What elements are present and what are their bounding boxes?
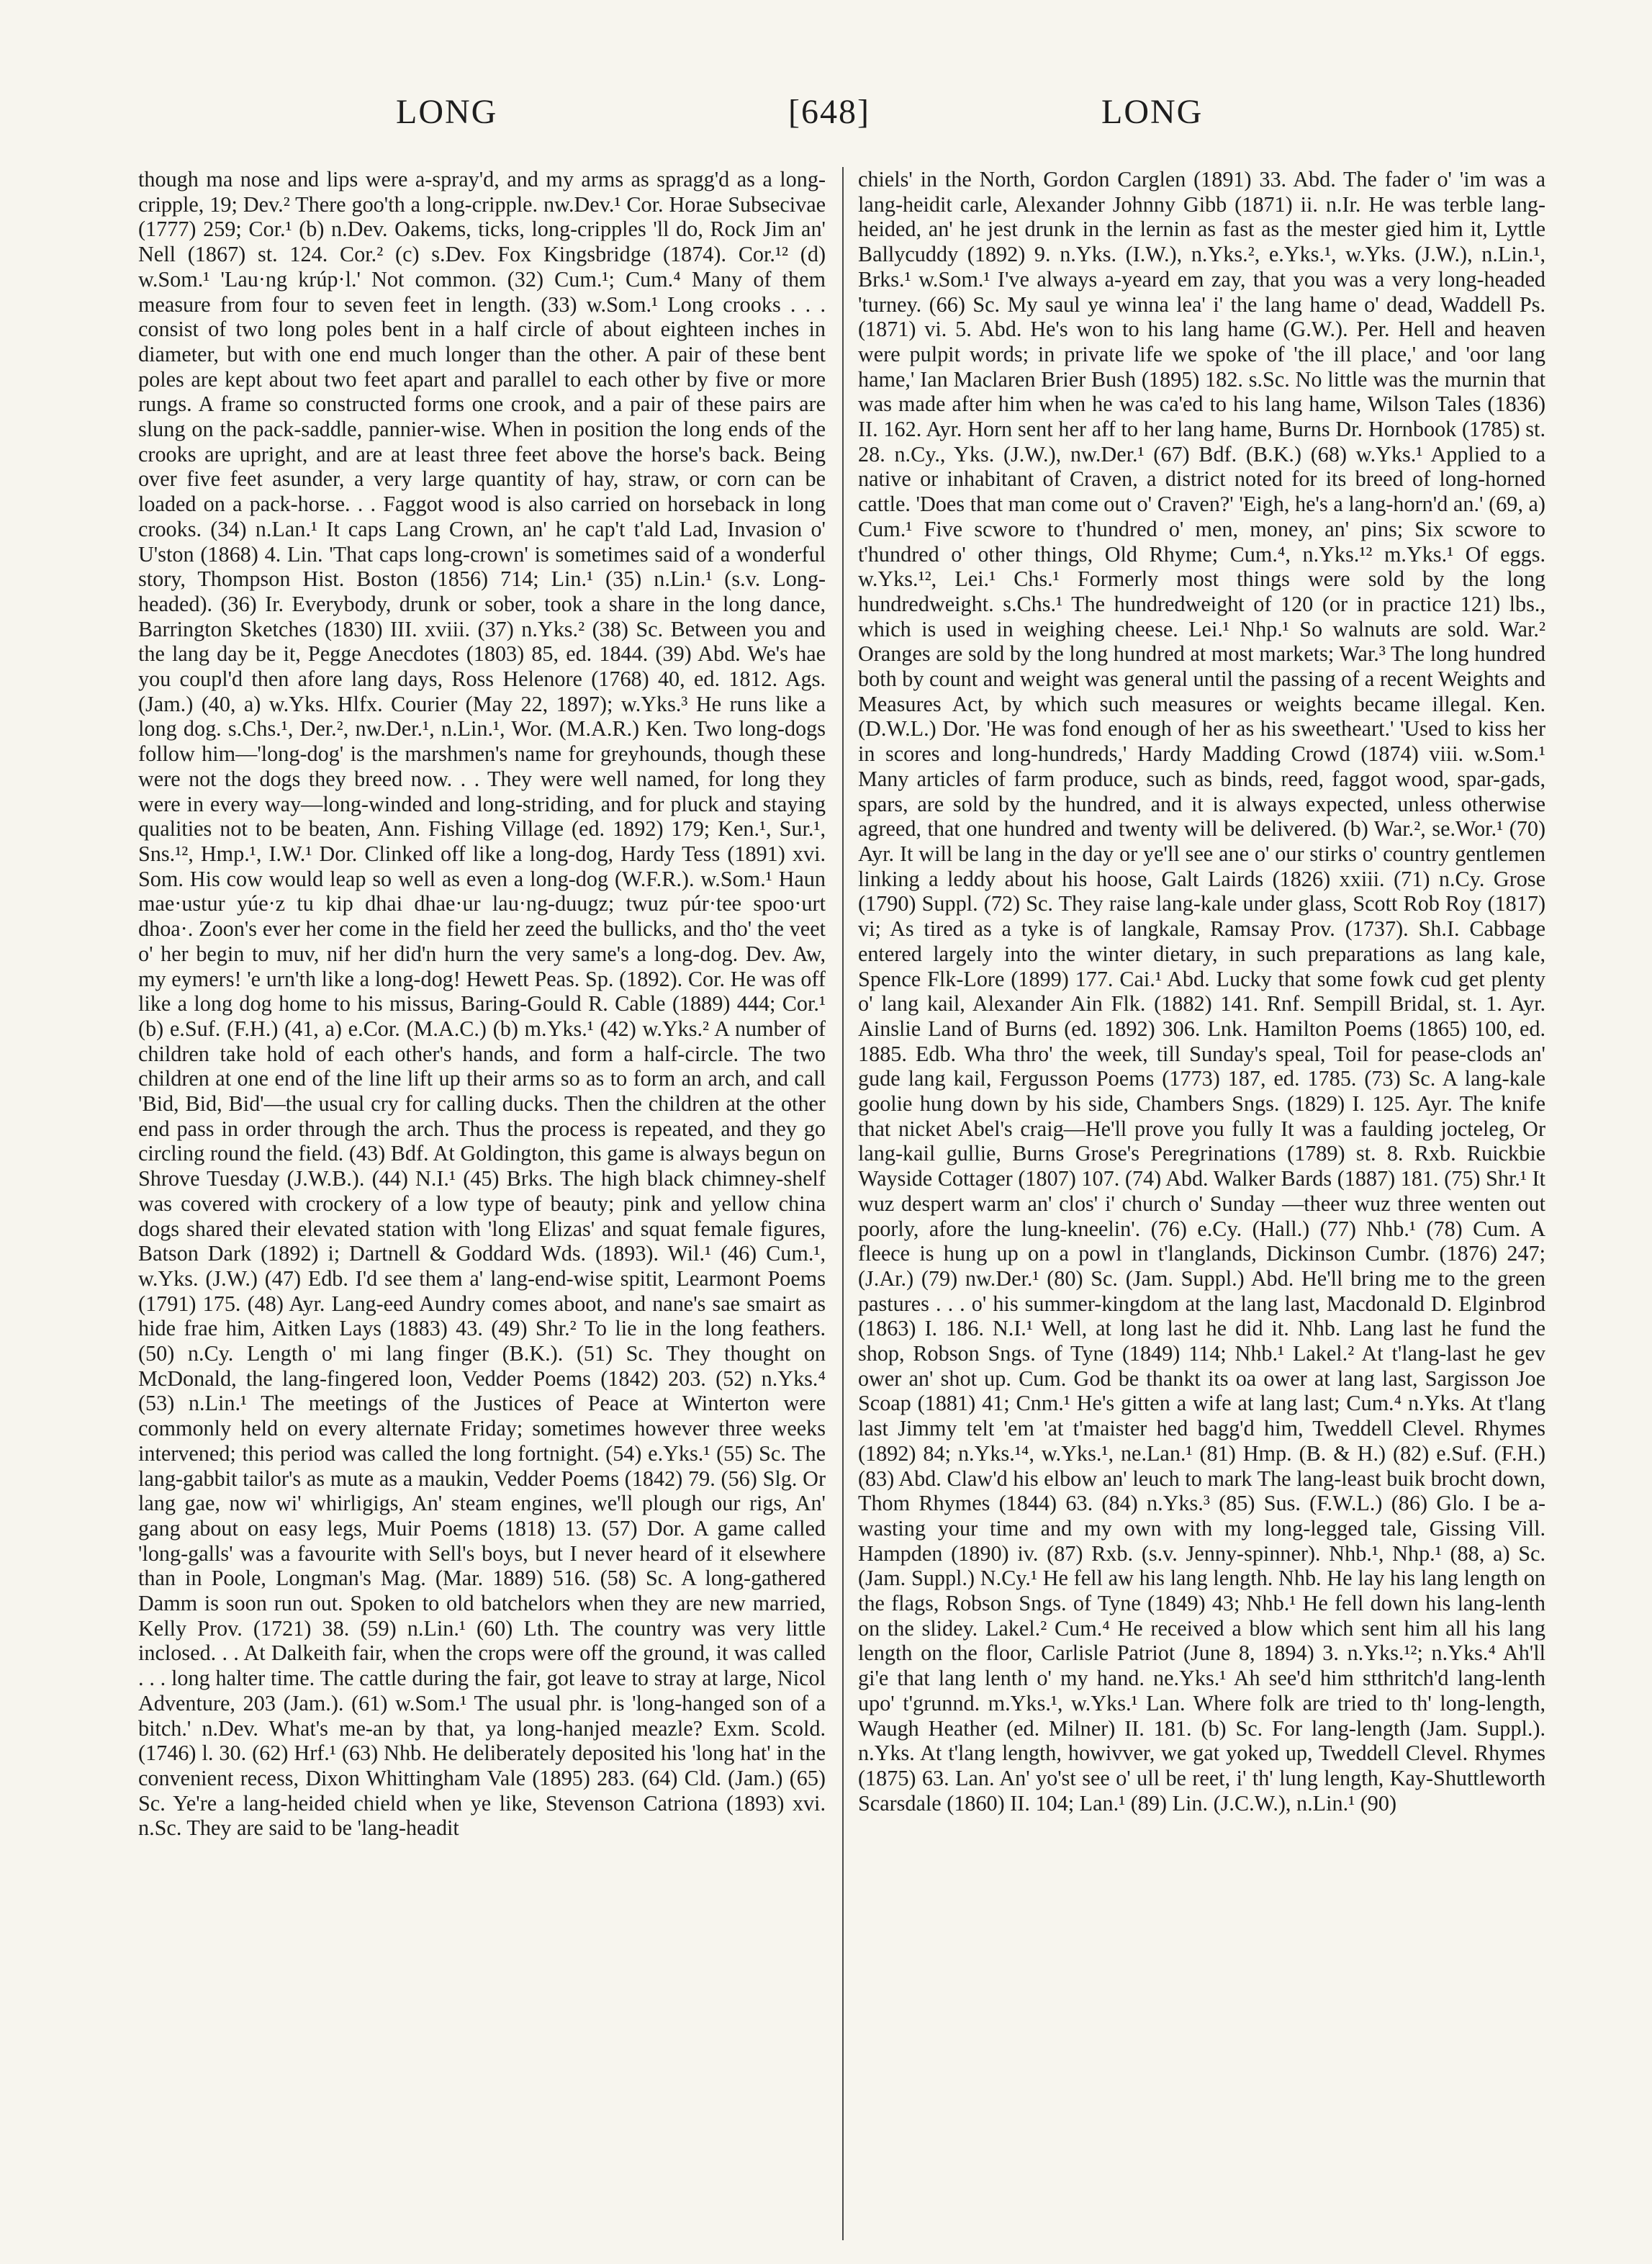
running-head-left: LONG — [396, 93, 498, 131]
running-head-right: LONG — [1101, 93, 1204, 131]
right-column-text: chiels' in the North, Gordon Carglen (1891) 33. Abd. The fader o' 'im was a lang-heidit carle, Alexander Johnny Gibb (1871) ii. n.Ir. He was terble lang-heided, an' he jest drunk in the lernin as fast as the mester gied him it, Lyttle Ballycuddy (1892) 9. n.Yks. (I.W.), n.Yks.², e.Yks.¹, w.Yks. (J.W.), n.Lin.¹, Brks.¹ w.Som.¹ I've always a-yeard em zay, that you was a very long-headed 'turney. (66) Sc. My saul ye winna lea' i' the lang hame o' dead, Waddell Ps. (1871) vi. 5. Abd. He's won to his lang hame (G.W.). Per. Hell and heaven were pulpit words; in private life we spoke of 'the ill place,' and 'oor lang hame,' Ian Maclaren Brier Bush (1895) 182. s.Sc. No little was the murnin that was made after him when he was ca'ed to his lang hame, Wilson Tales (1836) II. 162. Ayr. Horn sent her aff to her lang hame, Burns Dr. Hornbook (1785) st. 28. n.Cy., Yks. (J.W.), nw.Der.¹ (67) Bdf. (B.K.) (68) w.Yks.¹ Applied to a native or inhabitant of Craven, a district noted for its breed of long-horned cattle. 'Does that man come out o' Craven?' 'Eigh, he's a lang-horn'd an.' (69, a) Cum.¹ Five scwore to t'hundred o' men, money, an' pins; Six scwore to t'hundred o' other things, Old Rhyme; Cum.⁴, n.Yks.¹² m.Yks.¹ Of eggs. w.Yks.¹², Lei.¹ Chs.¹ Formerly most things were sold by the long hundredweight. s.Chs.¹ The hundredweight of 120 (or in practice 121) lbs., which is used in weighing cheese. Lei.¹ Nhp.¹ So walnuts are sold. War.² Oranges are sold by the long hundred at most markets; War.³ The long hundred both by count and weight was general until the passing of a recent Weights and Measures Act, by which such measures or weights became illegal. Ken. (D.W.L.) Dor. 'He was fond enough of her as his sweetheart.' 'Used to kiss her in scores and long-hundreds,' Hardy Madding Crowd (1874) viii. w.Som.¹ Many articles of farm produce, such as binds, reed, faggot wood, spar-gads, spars, are sold by the hundred, and it is always expected, unless otherwise agreed, that one hundred and twenty will be delivered. (b) War.², se.Wor.¹ (70) Ayr. It will be lang in the day or ye'll see ane o' our stirks o' country gentlemen linking a leddy about his hoose, Galt Lairds (1826) xxiii. (71) n.Cy. Grose (1790) Suppl. (72) Sc. They raise lang-kale under glass, Scott Rob Roy (1817) vi; As tired as a tyke is of langkale, Ramsay Prov. (1737). Sh.I. Cabbage entered largely into the winter dietary, in such preparations as lang kale, Spence Flk-Lore (1899) 177. Cai.¹ Abd. Lucky that some fowk cud get plenty o' lang kail, Alexander Ain Flk. (1882) 141. Rnf. Sempill Bridal, st. 1. Ayr. Ainslie Land of Burns (ed. 1892) 306. Lnk. Hamilton Poems (1865) 100, ed. 1885. Edb. Wha thro' the week, till Sunday's speal, Toil for pease-clods an' gude lang kail, Fergusson Poems (1773) 187, ed. 1785. (73) Sc. A lang-kale goolie hung down by his side, Chambers Sngs. (1829) I. 125. Ayr. The knife that nicket Abel's craig—He'll prove you fully It was a faulding jocteleg, Or lang-kail gullie, Burns Grose's Peregrinations (1789) st. 8. Rxb. Ruickbie Wayside Cottager (1807) 107. (74) Abd. Walker Bards (1887) 181. (75) Shr.¹ It wuz despert warm an' clos' i' church o' Sunday —theer wuz three wenten out poorly, afore the lung-kneelin'. (76) e.Cy. (Hall.) (77) Nhb.¹ (78) Cum. A fleece is hung up on a powl in t'langlands, Dickinson Cumbr. (1876) 247; (J.Ar.) (79) nw.Der.¹ (80) Sc. (Jam. Suppl.) Abd. He'll bring me to the green pastures . . . o' his summer-kingdom at the lang last, Macdonald D. Elginbrod (1863) I. 186. N.I.¹ Well, at long last he did it. Nhb. Lang last he fund the shop, Robson Sngs. of Tyne (1849) 114; Nhb.¹ Lakel.² At t'lang-last he gev ower an' shot up. Cum. God be thankt its oa ower at lang last, Sargisson Joe Scoap (1881) 41; Cnm.¹ He's gitten a wife at lang last; Cum.⁴ n.Yks. At t'lang last Jimmy telt 'em 'at t'maister hed bagg'd him, Tweddell Clevel. Rhymes (1892) 84; n.Yks.¹⁴, w.Yks.¹, ne.Lan.¹ (81) Hmp. (B. & H.) (82) e.Suf. (F.H.) (83) Abd. Claw'd his elbow an' leuch to mark The lang-least buik brocht down, Thom Rhymes (1844) 63. (84) n.Yks.³ (85) Sus. (F.W.L.) (86) Glo. I be a-wasting your time and my own with my long-legged tale, Gissing Vill. Hampden (1890) iv. (87) Rxb. (s.v. Jenny-spinner). Nhb.¹, Nhp.¹ (88, a) Sc. (Jam. Suppl.) N.Cy.¹ He fell aw his lang length. Nhb. He lay his lang length on the flags, Robson Sngs. of Tyne (1849) 43; Nhb.¹ He fell down his lang-lenth on the slidey. Lakel.² Cum.⁴ He received a blow which sent him all his lang length on the floor, Carlisle Patriot (June 8, 1894) 3. n.Yks.¹²; n.Yks.⁴ Ah'll gi'e that lang lenth o' my hand. ne.Yks.¹ Ah see'd him stthritch'd lang-lenth upo' t'grunnd. m.Yks.¹, w.Yks.¹ Lan. Where folk are tried to th' long-length, Waugh Heather (ed. Milner) II. 181. (b) Sc. For lang-length (Jam. Suppl.). n.Yks. At t'lang length, howivver, we gat yoked up, Tweddell Clevel. Rhymes (1875) 63. Lan. An' yo'st see o' ull be reet, i' th' lung length, Kay-Shuttleworth Scarsdale (1860) II. 104; Lan.¹ (89) Lin. (J.C.W.), n.Lin.¹ (90) — [858, 167, 1545, 1816]
column-divider — [842, 167, 844, 2240]
page-header — [137, 92, 1540, 143]
left-column-text: though ma nose and lips were a-spray'd, and my arms as spragg'd as a long-cripple, 19; Dev.² There goo'th a long-cripple. nw.Dev.¹ Cor. Horae Subsecivae (1777) 259; Cor.¹ (b) n.Dev. Oakems, ticks, long-cripples 'll do, Rock Jim an' Nell (1867) st. 124. Cor.² (c) s.Dev. Fox Kingsbridge (1874). Cor.¹² (d) w.Som.¹ 'Lau·ng krúp·l.' Not common. (32) Cum.¹; Cum.⁴ Many of them measure from four to seven feet in length. (33) w.Som.¹ Long crooks . . . consist of two long poles bent in a half circle of about eighteen inches in diameter, but with one end much longer than the other. A pair of these bent poles are kept about two feet apart and parallel to each other by five or more rungs. A frame so constructed forms one crook, and a pair of these pairs are slung on the pack-saddle, pannier-wise. When in position the long ends of the crooks are upright, and are at least three feet above the horse's back. Being over five feet asunder, a very large quantity of hay, straw, or corn can be loaded on a pack-horse. . . Faggot wood is also carried on horseback in long crooks. (34) n.Lan.¹ It caps Lang Crown, an' he cap't t'ald Lad, Invasion o' U'ston (1868) 4. Lin. 'That caps long-crown' is sometimes said of a wonderful story, Thompson Hist. Boston (1856) 714; Lin.¹ (35) n.Lin.¹ (s.v. Long-headed). (36) Ir. Everybody, drunk or sober, took a share in the long dance, Barrington Sketches (1830) III. xviii. (37) n.Yks.² (38) Sc. Between you and the lang day be it, Pegge Anecdotes (1803) 85, ed. 1844. (39) Abd. We's hae you coupl'd then afore lang days, Ross Helenore (1768) 40, ed. 1812. Ags. (Jam.) (40, a) w.Yks. Hlfx. Courier (May 22, 1897); w.Yks.³ He runs like a long dog. s.Chs.¹, Der.², nw.Der.¹, n.Lin.¹, Wor. (M.A.R.) Ken. Two long-dogs follow him—'long-dog' is the marshmen's name for greyhounds, though these were not the dogs they breed now. . . They were well named, for long they were in every way—long-winded and long-striding, and for pluck and staying qualities not to be beaten, Ann. Fishing Village (ed. 1892) 179; Ken.¹, Sur.¹, Sns.¹², Hmp.¹, I.W.¹ Dor. Clinked off like a long-dog, Hardy Tess (1891) xvi. Som. His cow would leap so well as even a long-dog (W.F.R.). w.Som.¹ Haun mae·ustur yúe·z tu kip dhai dhae·ur lau·ng-duugz; twuz púr·tee spoo·urt dhoa·. Zoon's ever her come in the field her zeed the bullicks, and tho' the veet o' her begin to muv, nif her did'n hurn the very same's a long-dog. Dev. Aw, my eymers! 'e urn'th like a long-dog! Hewett Peas. Sp. (1892). Cor. He was off like a long dog home to his missus, Baring-Gould R. Cable (1889) 444; Cor.¹ (b) e.Suf. (F.H.) (41, a) e.Cor. (M.A.C.) (b) m.Yks.¹ (42) w.Yks.² A number of children take hold of each other's hands, and form a half-circle. The two children at one end of the line lift up their arms so as to form an arch, and call 'Bid, Bid, Bid'—the usual cry for calling ducks. Then the children at the other end pass in order through the arch. Thus the process is repeated, and they go circling round the field. (43) Bdf. At Goldington, this game is always begun on Shrove Tuesday (J.W.B.). (44) N.I.¹ (45) Brks. The high black chimney-shelf was covered with crockery of a low type of beauty; pink and yellow china dogs shared their elevated station with 'long Elizas' and squat female figures, Batson Dark (1892) i; Dartnell & Goddard Wds. (1893). Wil.¹ (46) Cum.¹, w.Yks. (J.W.) (47) Edb. I'd see them a' lang-end-wise spitit, Learmont Poems (1791) 175. (48) Ayr. Lang-eed Aundry comes aboot, and nane's sae smairt as hide frae him, Aitken Lays (1883) 43. (49) Shr.² To lie in the long feathers. (50) n.Cy. Length o' mi lang finger (B.K.). (51) Sc. They thought on McDonald, the lang-fingered loon, Vedder Poems (1842) 203. (52) n.Yks.⁴ (53) n.Lin.¹ The meetings of the Justices of Peace at Winterton were commonly held on every alternate Friday; sometimes however three weeks intervened; this period was called the long fortnight. (54) e.Yks.¹ (55) Sc. The lang-gabbit tailor's as mute as a maukin, Vedder Poems (1842) 79. (56) Slg. Or lang gae, now wi' whirligigs, An' steam engines, we'll plough our rigs, An' gang about on easy legs, Muir Poems (1818) 13. (57) Dor. A game called 'long-galls' was a favourite with Sell's boys, but I never heard of it elsewhere than in Poole, Longman's Mag. (Mar. 1889) 516. (58) Sc. A long-gathered Damm is soon run out. Spoken to old batchelors when they are new married, Kelly Prov. (1721) 38. (59) n.Lin.¹ (60) Lth. The country was very little inclosed. . . At Dalkeith fair, when the crops were off the ground, it was called . . . long halter time. The cattle during the fair, got leave to stray at large, Nicol Adventure, 203 (Jam.). (61) w.Som.¹ The usual phr. is 'long-hanged son of a bitch.' n.Dev. What's me-an by that, ya long-hanjed meazle? Exm. Scold. (1746) l. 30. (62) Hrf.¹ (63) Nhb. He deliberately deposited his 'long hat' in the convenient recess, Dixon Whittingham Vale (1895) 283. (64) Cld. (Jam.) (65) Sc. Ye're a lang-heided chield when ye like, Stevenson Catriona (1893) xvi. n.Sc. They are said to be 'lang-headit — [138, 167, 826, 1841]
page-number: [648] — [788, 93, 870, 131]
